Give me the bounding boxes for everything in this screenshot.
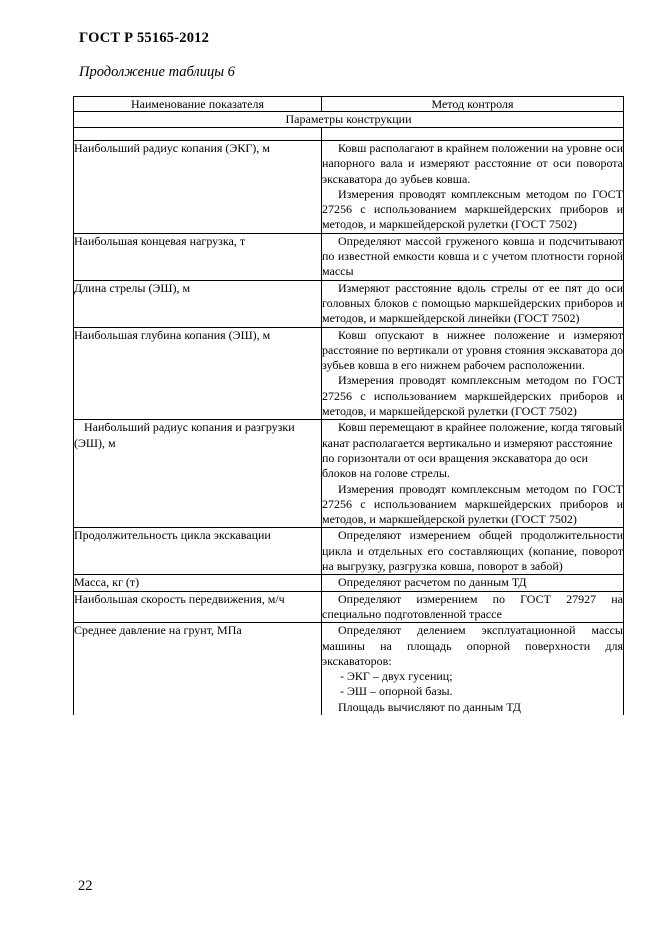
section-row (74, 112, 624, 128)
document-code: ГОСТ Р 55165-2012 (79, 30, 210, 46)
table-row (74, 280, 624, 327)
method-cell (322, 141, 624, 234)
method-paragraph: Ковш располагают в крайнем положении на уровне оси напорного вала и измеряют расстояние от оси поворота экскаватора до зубьев ковша. (322, 141, 623, 186)
indicator-cell: Длина стрелы (ЭШ), м (74, 280, 322, 327)
table-header-row (74, 97, 624, 112)
indicator-cell: Наибольшая скорость передвижения, м/ч (74, 591, 322, 623)
indicator-line: Наибольший радиус копания и разгрузки (84, 420, 295, 435)
method-paragraph: Ковш опускают в нижнее положение и измеряют расстояние по вертикали от уровня стояния экскаватора до зубьев ковша в его нижнем рабочем расположении. (322, 327, 623, 373)
method-list-item: - ЭКГ – двух гусениц; (340, 669, 453, 684)
table-row (74, 141, 624, 234)
table-row (74, 420, 624, 528)
table-continuation-caption: Продолжение таблицы 6 (79, 64, 235, 80)
method-paragraph: Определяют расчетом по данным ТД (338, 575, 527, 590)
indicator-cell: Наибольшая глубина копания (ЭШ), м (74, 327, 322, 420)
page-number: 22 (78, 878, 93, 894)
section-title: Параметры конструкции (74, 112, 624, 128)
indicator-line: (ЭШ), м (74, 435, 116, 450)
spacer-cell (74, 128, 322, 141)
column-header-indicator: Наименование показателя (74, 97, 322, 112)
indicator-cell: Среднее давление на грунт, МПа (74, 623, 322, 715)
method-paragraph: Измерения проводят комплексным методом по ГОСТ 27256 с использованием маркшейдерских приборов и методов, и маркшейдерской рулетки (ГОСТ 7502) (322, 481, 623, 527)
method-paragraph: Площадь вычисляют по данным ТД (338, 699, 521, 714)
method-cell (322, 233, 624, 280)
table-row (74, 623, 624, 715)
spacer-cell (322, 128, 624, 141)
indicator-cell: Масса, кг (т) (74, 575, 322, 591)
method-cell (322, 280, 624, 327)
method-cell (322, 327, 624, 420)
indicator-cell: Наибольшая концевая нагрузка, т (74, 233, 322, 280)
method-cell (322, 623, 624, 715)
method-paragraph: Определяют массой груженого ковша и подсчитывают по известной емкости ковша и с учетом плотности горной массы (322, 233, 623, 279)
table-row (74, 575, 624, 591)
method-cell (322, 591, 624, 623)
indicator-cell: Продолжительность цикла экскавации (74, 528, 322, 575)
table-row (74, 233, 624, 280)
method-paragraph: Определяют делением эксплуатационной массы машины на площадь опорной поверхности для экскаваторов: (322, 623, 623, 668)
method-list-item: - ЭШ – опорной базы. (340, 684, 453, 699)
method-paragraph: Определяют измерением по ГОСТ 27927 на специально подготовленной трассе (322, 591, 623, 621)
table-row (74, 591, 624, 623)
spacer-row (74, 128, 624, 141)
method-cell (322, 528, 624, 575)
method-cell (322, 575, 624, 591)
method-paragraph: Измерения проводят комплексным методом по ГОСТ 27256 с использованием маркшейдерских приборов и методов, и маркшейдерской рулетки (ГОСТ 7502) (322, 373, 623, 419)
column-header-method: Метод контроля (322, 97, 624, 112)
method-paragraph: Определяют измерением общей продолжительности цикла и отдельных его составляющих (копание, поворот на выгрузку, разгрузка ковша, поворот в забой) (322, 528, 623, 574)
indicator-cell: Наибольший радиус копания (ЭКГ), м (74, 141, 322, 234)
method-paragraph: Ковш перемещают в крайнее положение, когда тяговый канат располагается вертикально и измеряют расстояние по горизонтали от оси вращения экскаватора до оси блоков на голове стрелы. (322, 420, 623, 481)
method-paragraph: Измеряют расстояние вдоль стрелы от ее пят до оси головных блоков с помощью маркшейдерских приборов и методов, и маркшейдерской линейки (ГОСТ 7502) (322, 280, 623, 326)
table-row (74, 327, 624, 420)
parameters-table (73, 96, 624, 715)
indicator-cell (74, 420, 322, 528)
method-cell (322, 420, 624, 528)
table-row (74, 528, 624, 575)
method-paragraph: Измерения проводят комплексным методом по ГОСТ 27256 с использованием маркшейдерских приборов и методов, и маркшейдерской рулетки (ГОСТ 7502) (322, 186, 623, 232)
